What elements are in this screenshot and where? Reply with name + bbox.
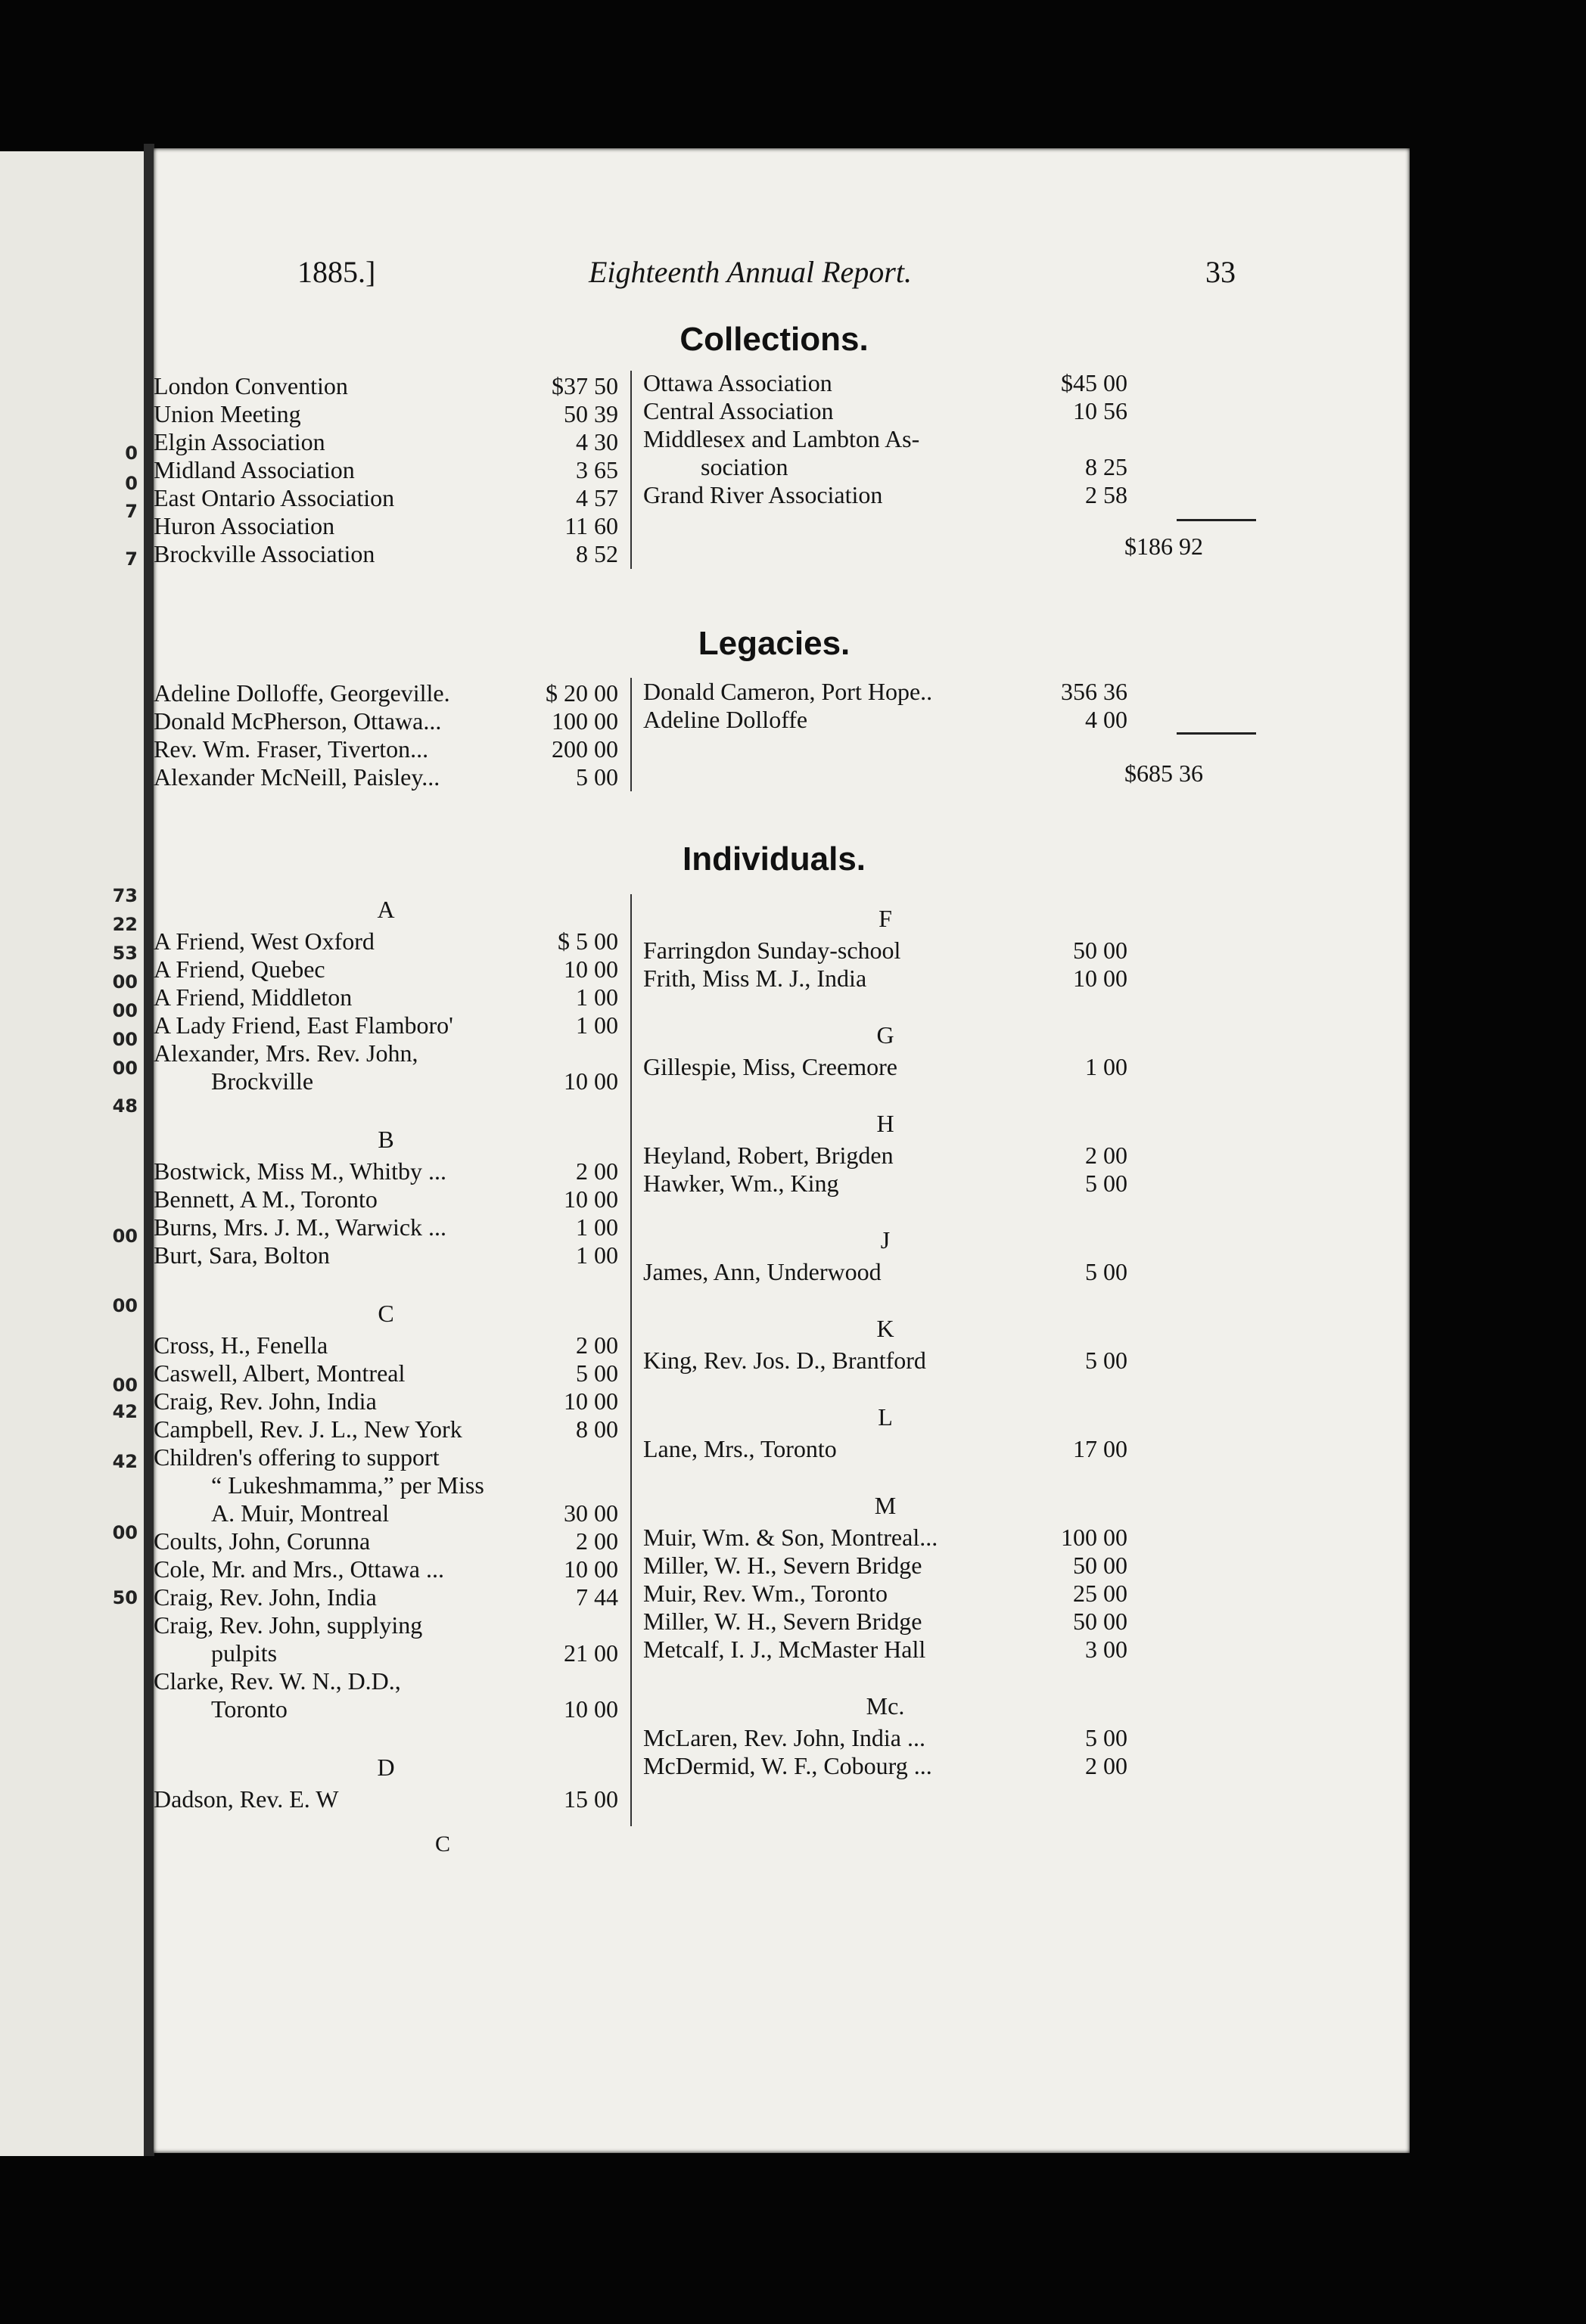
facing-page-number: 0	[125, 473, 138, 494]
entry-amount: 10 00	[564, 1185, 618, 1213]
entry-amount: 10 00	[564, 1067, 618, 1095]
ledger-row	[154, 1583, 618, 1611]
book-spine	[144, 144, 154, 2156]
entry-name: Donald McPherson, Ottawa...	[154, 707, 442, 735]
entry-name: Miller, W. H., Severn Bridge	[643, 1608, 922, 1635]
ledger-row	[154, 540, 618, 567]
entry-name: A. Muir, Montreal	[211, 1499, 390, 1527]
entry-amount: 200 00	[552, 735, 618, 763]
group-letter: L	[878, 1403, 893, 1431]
entry-name: “ Lukeshmamma,” per Miss	[211, 1471, 484, 1499]
entry-name: Union Meeting	[154, 400, 301, 427]
facing-page-number: 53	[112, 943, 138, 964]
entry-amount: 8 00	[576, 1415, 618, 1443]
entry-name: Metcalf, I. J., McMaster Hall	[643, 1636, 926, 1663]
entry-name: Burns, Mrs. J. M., Warwick ...	[154, 1213, 447, 1241]
entry-name: Adeline Dolloffe, Georgeville.	[154, 679, 450, 707]
entry-name: McLaren, Rev. John, India ...	[643, 1724, 925, 1751]
individuals-divider	[630, 894, 632, 1826]
ledger-row	[643, 706, 1127, 733]
entry-name: A Friend, West Oxford	[154, 927, 375, 955]
entry-name: Campbell, Rev. J. L., New York	[154, 1415, 462, 1443]
entry-name: Dadson, Rev. E. W	[154, 1785, 339, 1813]
entry-name: Heyland, Robert, Brigden	[643, 1142, 894, 1169]
ledger-row	[643, 1258, 1127, 1285]
entry-amount: 7 44	[576, 1583, 618, 1611]
facing-page-number: 00	[112, 1000, 138, 1021]
legacies-total-rule	[1177, 732, 1256, 735]
group-letter: F	[879, 905, 892, 932]
entry-amount: 5 00	[576, 1359, 618, 1387]
running-header	[297, 254, 1266, 292]
entry-name: Alexander, Mrs. Rev. John,	[154, 1039, 418, 1067]
entry-amount: 5 00	[1085, 1170, 1127, 1197]
entry-amount: $ 5 00	[558, 927, 618, 955]
page-number: 33	[1205, 255, 1236, 289]
facing-page-number: 0	[125, 443, 138, 464]
ledger-row	[154, 1555, 618, 1583]
entry-name: Frith, Miss M. J., India	[643, 965, 867, 992]
entry-amount: 2 00	[576, 1331, 618, 1359]
ledger-row	[643, 937, 1127, 964]
entry-name: sociation	[701, 453, 788, 480]
ledger-row	[643, 1524, 1127, 1551]
ledger-row	[154, 1695, 618, 1723]
ledger-row	[154, 1499, 618, 1527]
entry-amount: 50 00	[1073, 1552, 1127, 1579]
entry-amount: 8 52	[576, 540, 618, 567]
entry-amount: 2 00	[576, 1527, 618, 1555]
entry-name: Bennett, A M., Toronto	[154, 1185, 378, 1213]
entry-name: Grand River Association	[643, 481, 883, 508]
ledger-row	[643, 965, 1127, 992]
ledger-row	[154, 1415, 618, 1443]
ledger-row	[154, 1185, 618, 1213]
entry-amount: 100 00	[552, 707, 618, 735]
entry-amount: 5 00	[1085, 1347, 1127, 1374]
entry-name: James, Ann, Underwood	[643, 1258, 882, 1285]
ledger-row	[154, 1241, 618, 1269]
facing-page-number: 7	[125, 548, 138, 570]
entry-amount: 4 30	[576, 428, 618, 455]
ledger-row	[154, 1213, 618, 1241]
facing-page-number: 22	[112, 914, 138, 935]
facing-page-number: 00	[112, 971, 138, 993]
ledger-row	[643, 1636, 1127, 1663]
ledger-row	[154, 679, 618, 707]
entry-name: Toronto	[211, 1695, 288, 1723]
entry-amount: 10 00	[564, 1555, 618, 1583]
ledger-row	[154, 1443, 618, 1471]
ledger-row	[154, 512, 618, 539]
entry-amount: 1 00	[576, 1213, 618, 1241]
entry-name: Cole, Mr. and Mrs., Ottawa ...	[154, 1555, 444, 1583]
facing-page-number: 00	[112, 1058, 138, 1079]
entry-amount: 30 00	[564, 1499, 618, 1527]
group-letter: A	[377, 896, 395, 923]
entry-amount: 5 00	[1085, 1724, 1127, 1751]
ledger-row	[154, 1387, 618, 1415]
entry-name: Brockville Association	[154, 540, 375, 567]
ledger-row	[643, 1435, 1127, 1462]
ledger-row	[154, 1359, 618, 1387]
group-letter: Mc.	[866, 1692, 905, 1720]
ledger-row	[154, 927, 618, 955]
entry-name: Donald Cameron, Port Hope..	[643, 678, 933, 705]
facing-page-number: 42	[112, 1451, 138, 1472]
entry-amount: 1 00	[576, 1011, 618, 1039]
entry-amount: 10 00	[564, 955, 618, 983]
legacies-title: Legacies.	[698, 625, 851, 662]
entry-amount: 10 00	[564, 1387, 618, 1415]
entry-amount: 21 00	[564, 1639, 618, 1667]
entry-name: Elgin Association	[154, 428, 325, 455]
entry-amount: 1 00	[576, 1241, 618, 1269]
ledger-row	[154, 1331, 618, 1359]
entry-amount: 10 00	[1073, 965, 1127, 992]
ledger-row	[154, 707, 618, 735]
entry-name: A Friend, Middleton	[154, 983, 353, 1011]
ledger-row	[643, 1170, 1127, 1197]
entry-name: Craig, Rev. John, India	[154, 1583, 377, 1611]
ledger-row	[154, 1611, 618, 1639]
facing-page-number: 42	[112, 1401, 138, 1422]
ledger-row	[154, 1471, 618, 1499]
entry-name: Bostwick, Miss M., Whitby ...	[154, 1157, 446, 1185]
entry-amount: 356 36	[1061, 678, 1127, 705]
ledger-row	[154, 735, 618, 763]
entry-name: Muir, Wm. & Son, Montreal...	[643, 1524, 938, 1551]
ledger-row	[643, 1580, 1127, 1607]
collections-divider	[630, 371, 632, 569]
entry-amount: 3 65	[576, 456, 618, 483]
ledger-row	[154, 1039, 618, 1067]
collections-total: $186 92	[1124, 533, 1203, 560]
facing-page-edge	[0, 151, 144, 2156]
facing-page-number: 7	[125, 501, 138, 522]
entry-name: Craig, Rev. John, India	[154, 1387, 377, 1415]
entry-amount: 4 57	[576, 484, 618, 511]
ledger-row	[154, 763, 618, 791]
entry-amount: 10 56	[1073, 397, 1127, 424]
facing-page-number: 73	[112, 885, 138, 906]
entry-amount: 11 60	[564, 512, 618, 539]
entry-name: Alexander McNeill, Paisley...	[154, 763, 440, 791]
legacies-divider	[630, 678, 632, 791]
entry-name: pulpits	[211, 1639, 278, 1667]
entry-name: A Lady Friend, East Flamboro'	[154, 1011, 453, 1039]
facing-page-number: 00	[112, 1226, 138, 1247]
entry-amount: $37 50	[552, 372, 618, 399]
entry-name: Cross, H., Fenella	[154, 1331, 328, 1359]
ledger-row	[154, 955, 618, 983]
entry-name: Huron Association	[154, 512, 335, 539]
ledger-row	[643, 678, 1127, 705]
entry-amount: 2 00	[576, 1157, 618, 1185]
entry-name: Miller, W. H., Severn Bridge	[643, 1552, 922, 1579]
entry-amount: 1 00	[576, 983, 618, 1011]
ledger-row	[643, 369, 1127, 396]
entry-amount: 50 00	[1073, 1608, 1127, 1635]
entry-name: Clarke, Rev. W. N., D.D.,	[154, 1667, 401, 1695]
entry-name: Lane, Mrs., Toronto	[643, 1435, 837, 1462]
ledger-row	[154, 983, 618, 1011]
entry-name: Coults, John, Corunna	[154, 1527, 371, 1555]
entry-amount: $45 00	[1061, 369, 1127, 396]
report-page	[154, 148, 1410, 2153]
facing-page-number: 00	[112, 1295, 138, 1316]
entry-name: Ottawa Association	[643, 369, 832, 396]
group-letter: J	[880, 1226, 891, 1254]
entry-amount: 10 00	[564, 1695, 618, 1723]
entry-amount: 4 00	[1085, 706, 1127, 733]
entry-amount: 25 00	[1073, 1580, 1127, 1607]
entry-amount: 15 00	[564, 1785, 618, 1813]
ledger-row	[154, 372, 618, 399]
entry-amount: 5 00	[576, 763, 618, 791]
group-letter: H	[876, 1110, 894, 1137]
entry-amount: 5 00	[1085, 1258, 1127, 1285]
entry-name: Rev. Wm. Fraser, Tiverton...	[154, 735, 429, 763]
ledger-row	[154, 1011, 618, 1039]
entry-name: Muir, Rev. Wm., Toronto	[643, 1580, 888, 1607]
group-letter: K	[876, 1315, 894, 1342]
ledger-row	[643, 453, 1127, 480]
entry-amount: 1 00	[1085, 1053, 1127, 1080]
entry-amount: 100 00	[1061, 1524, 1127, 1551]
entry-name: Brockville	[211, 1067, 314, 1095]
facing-page-number: 48	[112, 1095, 138, 1117]
ledger-row	[154, 1785, 618, 1813]
ledger-row	[154, 484, 618, 511]
entry-name: Middlesex and Lambton As-	[643, 425, 920, 452]
entry-amount: 2 00	[1085, 1142, 1127, 1169]
entry-amount: 17 00	[1073, 1435, 1127, 1462]
entry-name: Burt, Sara, Bolton	[154, 1241, 330, 1269]
entry-amount: 2 58	[1085, 481, 1127, 508]
ledger-row	[643, 1608, 1127, 1635]
ledger-row	[154, 1157, 618, 1185]
entry-name: Children's offering to support	[154, 1443, 440, 1471]
legacies-total: $685 36	[1124, 760, 1203, 787]
entry-amount: 2 00	[1085, 1752, 1127, 1779]
ledger-row	[643, 481, 1127, 508]
entry-name: King, Rev. Jos. D., Brantford	[643, 1347, 926, 1374]
group-letter: G	[876, 1021, 894, 1049]
catchword: C	[435, 1832, 451, 1856]
collections-title: Collections.	[679, 321, 869, 358]
facing-page-number: 00	[112, 1029, 138, 1050]
entry-name: Craig, Rev. John, supplying	[154, 1611, 423, 1639]
entry-name: Adeline Dolloffe	[643, 706, 808, 733]
entry-amount: 8 25	[1085, 453, 1127, 480]
ledger-row	[154, 456, 618, 483]
ledger-row	[643, 1142, 1127, 1169]
ledger-row	[154, 428, 618, 455]
ledger-row	[643, 1347, 1127, 1374]
entry-amount: 3 00	[1085, 1636, 1127, 1663]
entry-amount: 50 39	[564, 400, 618, 427]
facing-page-number: 50	[112, 1587, 138, 1608]
ledger-row	[154, 1667, 618, 1695]
entry-name: East Ontario Association	[154, 484, 395, 511]
ledger-row	[154, 1639, 618, 1667]
entry-name: McDermid, W. F., Cobourg ...	[643, 1752, 932, 1779]
ledger-row	[643, 1552, 1127, 1579]
entry-name: Central Association	[643, 397, 834, 424]
facing-page-number: 00	[112, 1522, 138, 1543]
entry-name: Gillespie, Miss, Creemore	[643, 1053, 897, 1080]
entry-name: London Convention	[154, 372, 348, 399]
group-letter: D	[377, 1754, 395, 1781]
ledger-row	[154, 1067, 618, 1095]
entry-name: Caswell, Albert, Montreal	[154, 1359, 406, 1387]
header-title: Eighteenth Annual Report.	[589, 255, 912, 289]
ledger-row	[154, 400, 618, 427]
ledger-row	[643, 1752, 1127, 1779]
header-year: 1885.]	[297, 255, 376, 289]
ledger-row	[154, 1527, 618, 1555]
ledger-row	[643, 1724, 1127, 1751]
collections-total-rule	[1177, 519, 1256, 521]
entry-amount: $ 20 00	[546, 679, 618, 707]
ledger-row	[643, 425, 1127, 452]
group-letter: M	[874, 1492, 897, 1519]
ledger-row	[643, 1053, 1127, 1080]
entry-name: A Friend, Quebec	[154, 955, 325, 983]
entry-name: Midland Association	[154, 456, 355, 483]
ledger-row	[643, 397, 1127, 424]
group-letter: B	[378, 1126, 394, 1153]
group-letter: C	[378, 1300, 394, 1327]
entry-name: Hawker, Wm., King	[643, 1170, 839, 1197]
individuals-title: Individuals.	[682, 840, 866, 878]
entry-name: Farringdon Sunday-school	[643, 937, 901, 964]
facing-page-number: 00	[112, 1375, 138, 1396]
entry-amount: 50 00	[1073, 937, 1127, 964]
